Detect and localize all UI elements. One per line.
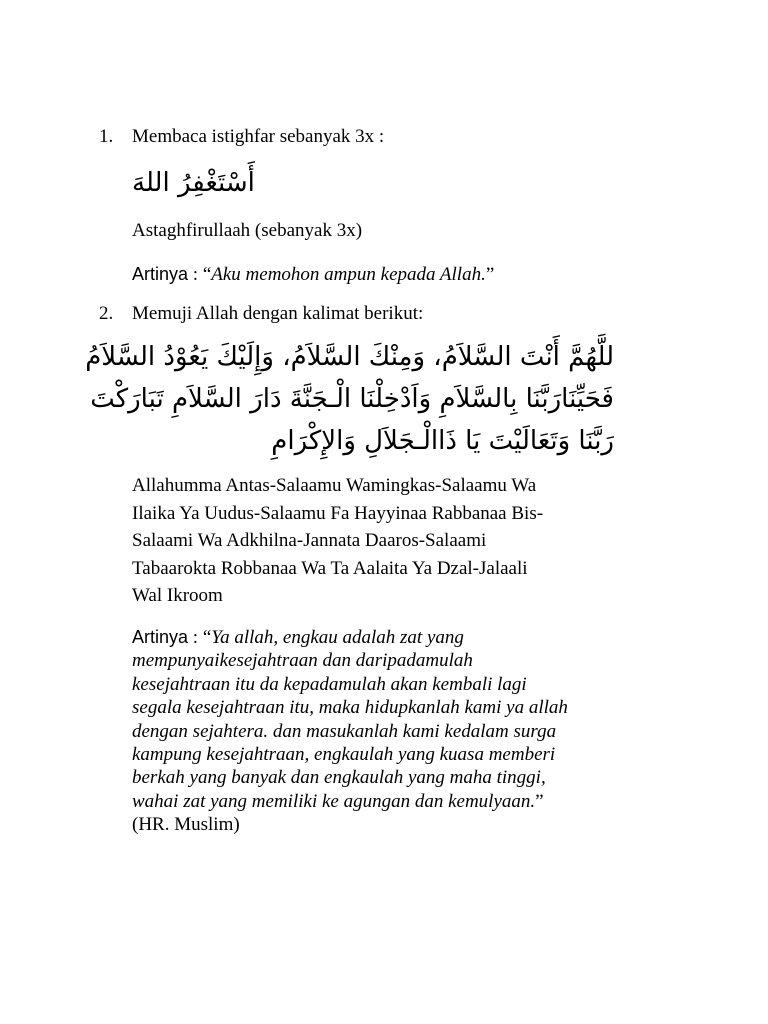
- item-2-number: 2.: [99, 303, 114, 324]
- item-1-title: Membaca istighfar sebanyak 3x :: [132, 126, 385, 147]
- transliteration-line: Salaami Wa Adkhilna-Jannata Daaros-Salaami: [132, 530, 487, 551]
- meaning-line: mempunyaikesejahtraan dan daripadamulah: [132, 650, 473, 672]
- item-1-meaning-text: Aku memohon ampun kepada Allah.: [211, 264, 486, 285]
- item-1-quote-open: “: [202, 264, 212, 285]
- meaning-text: wahai zat yang memiliki ke agungan dan kemulyaan.: [132, 790, 536, 812]
- item-1-transliteration: Astaghfirullaah (sebanyak 3x): [132, 220, 363, 241]
- transliteration-line: Tabaarokta Robbanaa Wa Ta Aalaita Ya Dzal-Jalaali: [132, 557, 528, 579]
- item-1-meaning-separator: :: [188, 264, 203, 285]
- arabic-line: فَحَيِّنَارَبَّنَا بِالسَّلاَمِ وَاَدْخِلْنَا الْـجَنَّةَ دَارَ السَّلاَمِ تَبَارَكْتَ: [90, 384, 614, 414]
- meaning-line: dengan sejahtera. dan masukanlah kami kedalam surga: [132, 720, 557, 742]
- meaning-line: [132, 626, 652, 649]
- item-2-arabic-text: [85, 336, 614, 462]
- meaning-line: berkah yang banyak dan engkaulah yang maha tinggi,: [132, 767, 546, 789]
- item-2-transliteration: [132, 472, 632, 610]
- arabic-line: رَبَّنَا وَتَعَالَيْتَ يَا ذَاالْـجَلاَلِ وَالإِكْرَامِ: [271, 426, 614, 456]
- item-2-meaning-separator: :: [188, 627, 203, 648]
- item-1-quote-close: ”: [485, 264, 495, 285]
- item-2-meaning-label: Artinya: [132, 627, 189, 647]
- item-1-meaning: [132, 263, 494, 286]
- item-2-meaning: [132, 626, 652, 837]
- meaning-line: [132, 790, 652, 813]
- item-1-number: 1.: [99, 126, 114, 147]
- meaning-line: segala kesejahtraan itu, maka hidupkanlah kami ya allah: [132, 697, 568, 719]
- item-1-meaning-label: Artinya: [132, 264, 189, 284]
- meaning-text: Ya allah, engkau adalah zat yang: [211, 627, 464, 648]
- arabic-line: للَّهُمَّ أَنْتَ السَّلاَمُ، وَمِنْكَ السَّلاَمُ، وَإِلَيْكَ يَعُوْدُ السَّلاَمُ: [85, 342, 614, 372]
- meaning-line: kesejahtraan itu da kepadamulah akan kembali lagi: [132, 673, 527, 695]
- item-2-quote-open: “: [202, 627, 212, 648]
- transliteration-line: Wal Ikroom: [132, 585, 223, 606]
- item-1-arabic-text: أَسْتَغْفِرُ اللهَ: [132, 168, 255, 198]
- transliteration-line: Allahumma Antas-Salaamu Wamingkas-Salaamu Wa: [132, 475, 537, 496]
- item-2-quote-close: ”: [535, 790, 544, 812]
- transliteration-line: Ilaika Ya Uudus-Salaamu Fa Hayyinaa Rabbanaa Bis-: [132, 502, 544, 524]
- item-2-title: Memuji Allah dengan kalimat berikut:: [132, 303, 424, 324]
- hadith-source: (HR. Muslim): [132, 814, 240, 836]
- meaning-line: kampung kesejahtraan, engkaulah yang kuasa memberi: [132, 744, 556, 766]
